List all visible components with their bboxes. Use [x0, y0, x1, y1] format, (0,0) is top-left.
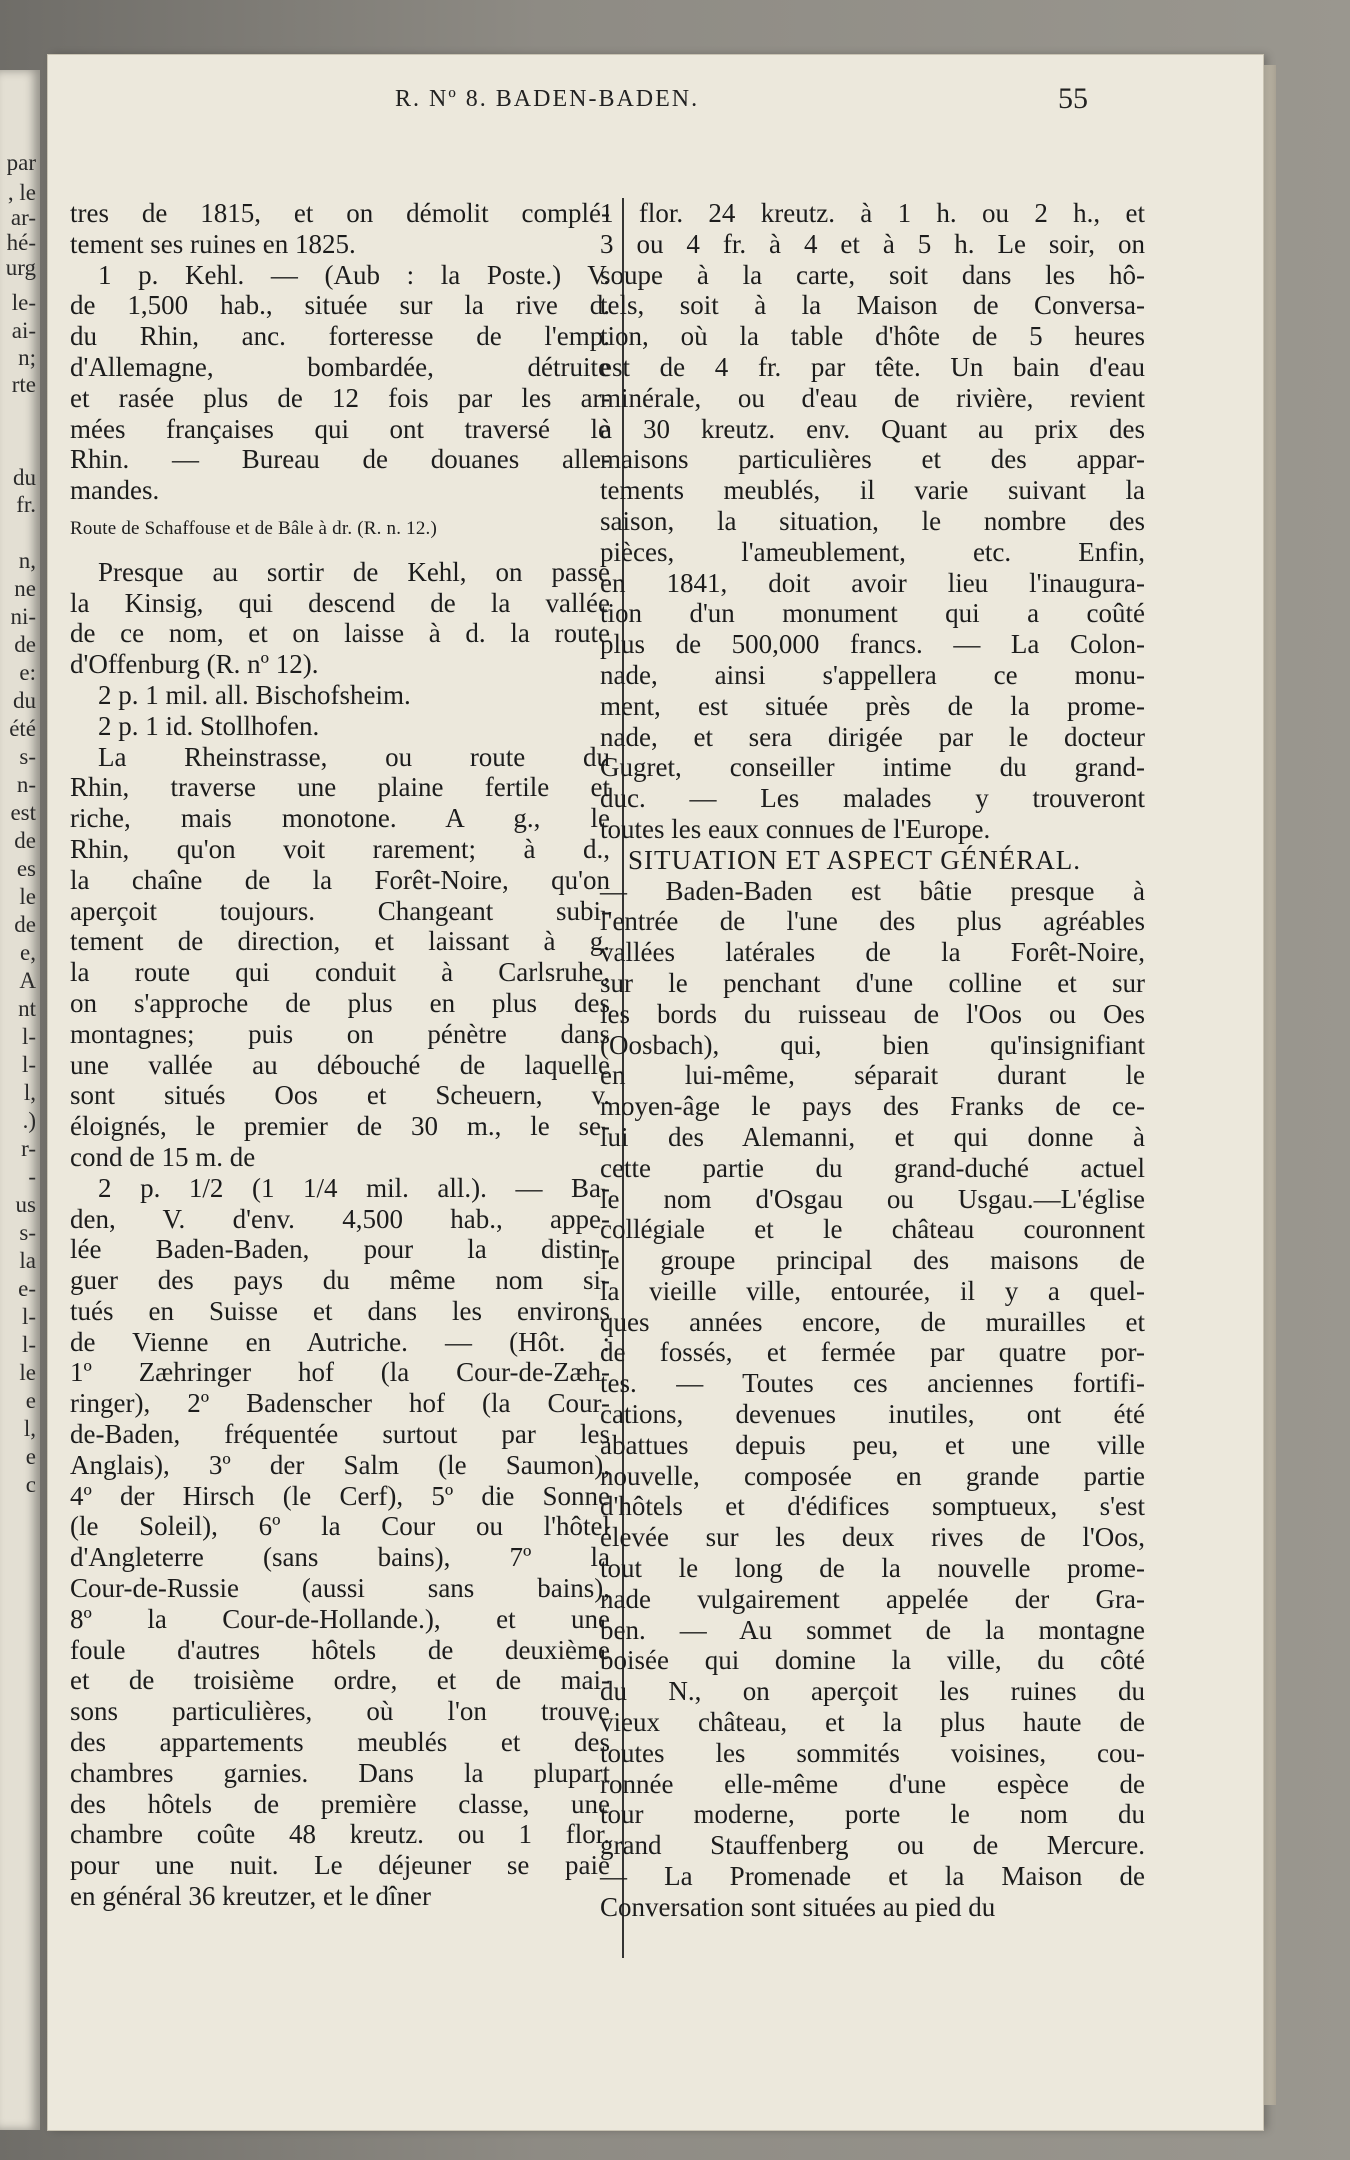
- text-line: foule d'autres hôtels de deuxième: [70, 1634, 610, 1665]
- prev-page-fragment: n-: [16, 772, 36, 797]
- text-line: la Kinsig, qui descend de la vallée: [70, 587, 610, 618]
- text-line: lui des Alemanni, et qui donne à: [600, 1121, 1145, 1152]
- prev-page-fragment: l-: [21, 1024, 36, 1049]
- prev-page-fragment: , le: [7, 180, 36, 205]
- prev-page-fragment: c: [25, 1472, 36, 1497]
- text-line: 2 p. 1/2 (1 1/4 mil. all.). — Ba-: [98, 1172, 610, 1203]
- prev-page-fragment: été: [9, 716, 36, 741]
- text-line: ment, est située près de la prome-: [600, 690, 1145, 721]
- text-line: tement de direction, et laissant à g.: [70, 926, 610, 957]
- text-line: les bords du ruisseau de l'Oos ou Oes: [600, 998, 1145, 1029]
- text-line: tour moderne, porte le nom du: [600, 1799, 1145, 1830]
- text-line: d'Allemagne, bombardée, détruite: [70, 351, 610, 382]
- text-line: nouvelle, composée en grande partie: [600, 1460, 1145, 1491]
- prev-page-fragment: hé-: [6, 230, 36, 255]
- prev-page-fragment: de: [14, 632, 36, 657]
- text-line: on s'approche de plus en plus des: [70, 987, 610, 1018]
- prev-page-fragment: e:: [19, 660, 36, 685]
- prev-page-fragment: A: [19, 968, 36, 993]
- text-line: 3 ou 4 fr. à 4 et à 5 h. Le soir, on: [600, 228, 1145, 259]
- prev-page-fragment: l,: [23, 1080, 36, 1105]
- text-line: d'hôtels et d'édifices somptueux, s'est: [600, 1491, 1145, 1522]
- text-line: Rhin, qu'on voit rarement; à d.,: [70, 833, 610, 864]
- section-heading: SITUATION ET ASPECT GÉNÉRAL.: [628, 844, 1082, 875]
- text-line: (Oosbach), qui, bien qu'insignifiant: [600, 1029, 1145, 1060]
- text-line: duc. — Les malades y trouveront: [600, 783, 1145, 814]
- text-line: — La Promenade et la Maison de: [600, 1861, 1145, 1892]
- text-line: nade, ainsi s'appellera ce monu-: [600, 659, 1145, 690]
- prev-page-fragment: ne: [14, 576, 36, 601]
- text-line: boisée qui domine la ville, du côté: [600, 1645, 1145, 1676]
- page-header: [0, 82, 1300, 126]
- text-line: la route qui conduit à Carlsruhe,: [70, 957, 610, 988]
- text-line: (le Soleil), 6º la Cour ou l'hôtel: [70, 1511, 610, 1542]
- text-line: Anglais), 3º der Salm (le Saumon),: [70, 1449, 610, 1480]
- prev-page-fragment: n,: [18, 548, 36, 573]
- text-line: plus de 500,000 francs. — La Colon-: [600, 629, 1145, 660]
- text-line: cations, devenues inutiles, ont été: [600, 1399, 1145, 1430]
- text-line: abattues depuis peu, et une ville: [600, 1429, 1145, 1460]
- text-line: vallées latérales de la Forêt-Noire,: [600, 937, 1145, 968]
- text-line: cond de 15 m. de: [70, 1141, 256, 1172]
- prev-page-fragment: l,: [23, 1416, 36, 1441]
- text-line: Presque au sortir de Kehl, on passe: [98, 556, 610, 587]
- prev-page-fragment: s-: [19, 744, 36, 769]
- text-line: ronnée elle-même d'une espèce de: [600, 1768, 1145, 1799]
- text-line: nade vulgairement appelée der Gra-: [600, 1583, 1145, 1614]
- text-line: mandes.: [70, 475, 160, 506]
- text-line: moyen-âge le pays des Franks de ce-: [600, 1091, 1145, 1122]
- text-line: la chaîne de la Forêt-Noire, qu'on: [70, 864, 610, 895]
- text-line: den, V. d'env. 4,500 hab., appe-: [70, 1203, 610, 1234]
- text-line: en 1841, doit avoir lieu l'inaugura-: [600, 567, 1145, 598]
- right-column: [600, 198, 1145, 1923]
- prev-page-fragment: l-: [21, 1052, 36, 1077]
- text-line: — Baden-Baden est bâtie presque à: [600, 875, 1145, 906]
- text-line: du N., on aperçoit les ruines du: [600, 1676, 1145, 1707]
- text-line: à 30 kreutz. env. Quant au prix des: [600, 413, 1145, 444]
- prev-page-fragment: s-: [19, 1220, 36, 1245]
- text-line: grand Stauffenberg ou de Mercure.: [600, 1830, 1145, 1861]
- text-line: tion, où la table d'hôte de 5 heures: [600, 321, 1145, 352]
- prev-page-fragment: .): [22, 1108, 36, 1133]
- text-line: La Rheinstrasse, ou route du: [98, 741, 610, 772]
- text-line: en lui-même, séparait durant le: [600, 1060, 1145, 1091]
- prev-page-fragment: e: [25, 1388, 36, 1413]
- text-line: tués en Suisse et dans les environs: [70, 1295, 610, 1326]
- text-line: élevée sur les deux rives de l'Oos,: [600, 1522, 1145, 1553]
- text-line: chambre coûte 48 kreutz. ou 1 flor.: [70, 1819, 610, 1850]
- text-line: le groupe principal des maisons de: [600, 1245, 1145, 1276]
- text-line: saison, la situation, le nombre des: [600, 505, 1145, 536]
- text-line: nade, et sera dirigée par le docteur: [600, 721, 1145, 752]
- text-line: est de 4 fr. par tête. Un bain d'eau: [600, 351, 1145, 382]
- text-line: des hôtels de première classe, une: [70, 1788, 610, 1819]
- text-line: de Vienne en Autriche. — (Hôt. :: [70, 1326, 610, 1357]
- text-line: maisons particulières et des appar-: [600, 444, 1145, 475]
- text-line: 1º Zæhringer hof (la Cour-de-Zæh-: [70, 1357, 610, 1388]
- text-line: une vallée au débouché de laquelle: [70, 1049, 610, 1080]
- prev-page-fragment: urg: [5, 255, 36, 280]
- text-line: minérale, ou d'eau de rivière, revient: [600, 382, 1145, 413]
- prev-page-fragment: es: [16, 856, 36, 881]
- prev-page-fragment: est: [10, 800, 36, 825]
- text-line: pour une nuit. Le déjeuner se paie: [70, 1850, 610, 1881]
- text-line: tres de 1815, et on démolit complé-: [70, 198, 610, 228]
- prev-page-fragment: ar-: [10, 205, 36, 230]
- text-line: sons particulières, où l'on trouve: [70, 1696, 610, 1727]
- text-line: tes. — Toutes ces anciennes fortifi-: [600, 1368, 1145, 1399]
- text-line: ringer), 2º Badenscher hof (la Cour-: [70, 1388, 610, 1419]
- text-line: des appartements meublés et des: [70, 1727, 610, 1758]
- prev-page-fragment: de: [14, 828, 36, 853]
- prev-page-fragment: n;: [18, 345, 36, 370]
- text-line: en général 36 kreutzer, et le dîner: [70, 1881, 431, 1912]
- prev-page-fragment: le: [19, 1360, 36, 1385]
- text-line: lée Baden-Baden, pour la distin-: [70, 1234, 610, 1265]
- prev-page-fragment: -: [28, 1164, 36, 1189]
- text-line: 2 p. 1 mil. all. Bischofsheim.: [98, 679, 411, 710]
- text-line: 8º la Cour-de-Hollande.), et une: [70, 1603, 610, 1634]
- text-line: vieux château, et la plus haute de: [600, 1707, 1145, 1738]
- text-line: 1 p. Kehl. — (Aub : la Poste.) V.: [98, 259, 610, 290]
- prev-page-fragment: r-: [21, 1136, 36, 1161]
- prev-page-fragment: du: [13, 465, 36, 490]
- text-line: toutes les eaux connues de l'Europe.: [600, 813, 991, 844]
- text-line: le nom d'Osgau ou Usgau.—L'église: [600, 1183, 1145, 1214]
- text-line: mées françaises qui ont traversé le: [70, 413, 610, 444]
- text-line: d'Offenburg (R. nº 12).: [70, 649, 319, 680]
- text-line: Rhin. — Bureau de douanes alle-: [70, 444, 610, 475]
- running-head: R. Nº 8. BADEN-BADEN.: [395, 86, 700, 112]
- text-line: Gugret, conseiller intime du grand-: [600, 752, 1145, 783]
- text-line: la vieille ville, entourée, il y a quel-: [600, 1275, 1145, 1306]
- prev-page-fragment: ai-: [11, 318, 36, 343]
- text-line: de-Baden, fréquentée surtout par les: [70, 1419, 610, 1450]
- text-line: tion d'un monument qui a coûté: [600, 598, 1145, 629]
- text-line: guer des pays du même nom si-: [70, 1265, 610, 1296]
- text-line: collégiale et le château couronnent: [600, 1214, 1145, 1245]
- text-line: tout le long de la nouvelle prome-: [600, 1553, 1145, 1584]
- prev-page-fragment: de: [14, 912, 36, 937]
- text-line: tels, soit à la Maison de Conversa-: [600, 290, 1145, 321]
- text-line: de 1,500 hab., située sur la rive d.: [70, 290, 610, 321]
- prev-page-fragment: le: [19, 884, 36, 909]
- route-note: Route de Schaffouse et de Bâle à dr. (R. n. 12.): [70, 517, 437, 539]
- previous-page-edge: [0, 70, 40, 2130]
- prev-page-fragment: e-: [18, 1276, 36, 1301]
- prev-page-fragment: le-: [11, 290, 36, 315]
- text-line: Conversation sont situées au pied du: [600, 1891, 996, 1922]
- text-line: toutes les sommités voisines, cou-: [600, 1737, 1145, 1768]
- text-line: sur le penchant d'une colline et sur: [600, 967, 1145, 998]
- text-line: du Rhin, anc. forteresse de l'emp.: [70, 321, 610, 352]
- text-line: 1 flor. 24 kreutz. à 1 h. ou 2 h., et: [600, 198, 1145, 228]
- text-line: pièces, l'ameublement, etc. Enfin,: [600, 536, 1145, 567]
- text-line: Rhin, traverse une plaine fertile et: [70, 772, 610, 803]
- text-line: aperçoit toujours. Changeant subi-: [70, 895, 610, 926]
- text-line: et de troisième ordre, et de mai-: [70, 1665, 610, 1696]
- text-line: cette partie du grand-duché actuel: [600, 1152, 1145, 1183]
- prev-page-fragment: par: [6, 150, 36, 175]
- text-line: de ce nom, et on laisse à d. la route: [70, 618, 610, 649]
- text-line: éloignés, le premier de 30 m., le se-: [70, 1111, 610, 1142]
- text-line: 2 p. 1 id. Stollhofen.: [98, 710, 320, 741]
- prev-page-fragment: us: [15, 1192, 36, 1217]
- text-line: 4º der Hirsch (le Cerf), 5º die Sonne: [70, 1480, 610, 1511]
- text-line: tement ses ruines en 1825.: [70, 228, 356, 259]
- prev-page-fragment: fr.: [16, 492, 36, 517]
- text-line: l'entrée de l'une des plus agréables: [600, 906, 1145, 937]
- text-line: montagnes; puis on pénètre dans: [70, 1018, 610, 1049]
- text-line: ques années encore, de murailles et: [600, 1306, 1145, 1337]
- left-column: [70, 198, 610, 1912]
- prev-page-fragment: e: [25, 1444, 36, 1469]
- text-line: de fossés, et fermée par quatre por-: [600, 1337, 1145, 1368]
- text-line: riche, mais monotone. A g., le: [70, 803, 610, 834]
- prev-page-fragment: rte: [11, 372, 36, 397]
- prev-page-fragment: nt: [18, 996, 36, 1021]
- text-line: sont situés Oos et Scheuern, v.: [70, 1080, 610, 1111]
- prev-page-fragment: du: [13, 688, 36, 713]
- text-line: Cour-de-Russie (aussi sans bains),: [70, 1573, 610, 1604]
- text-line: soupe à la carte, soit dans les hô-: [600, 259, 1145, 290]
- text-line: ben. — Au sommet de la montagne: [600, 1614, 1145, 1645]
- text-line: et rasée plus de 12 fois par les ar-: [70, 382, 610, 413]
- prev-page-fragment: l-: [21, 1332, 36, 1357]
- text-line: chambres garnies. Dans la plupart: [70, 1757, 610, 1788]
- page-number: 55: [1058, 82, 1088, 115]
- prev-page-fragment: e,: [20, 940, 36, 965]
- prev-page-fragment: l-: [21, 1304, 36, 1329]
- prev-page-fragment: la: [19, 1248, 36, 1273]
- text-line: tements meublés, il varie suivant la: [600, 475, 1145, 506]
- prev-page-fragment: ni-: [10, 604, 36, 629]
- text-line: d'Angleterre (sans bains), 7º la: [70, 1542, 610, 1573]
